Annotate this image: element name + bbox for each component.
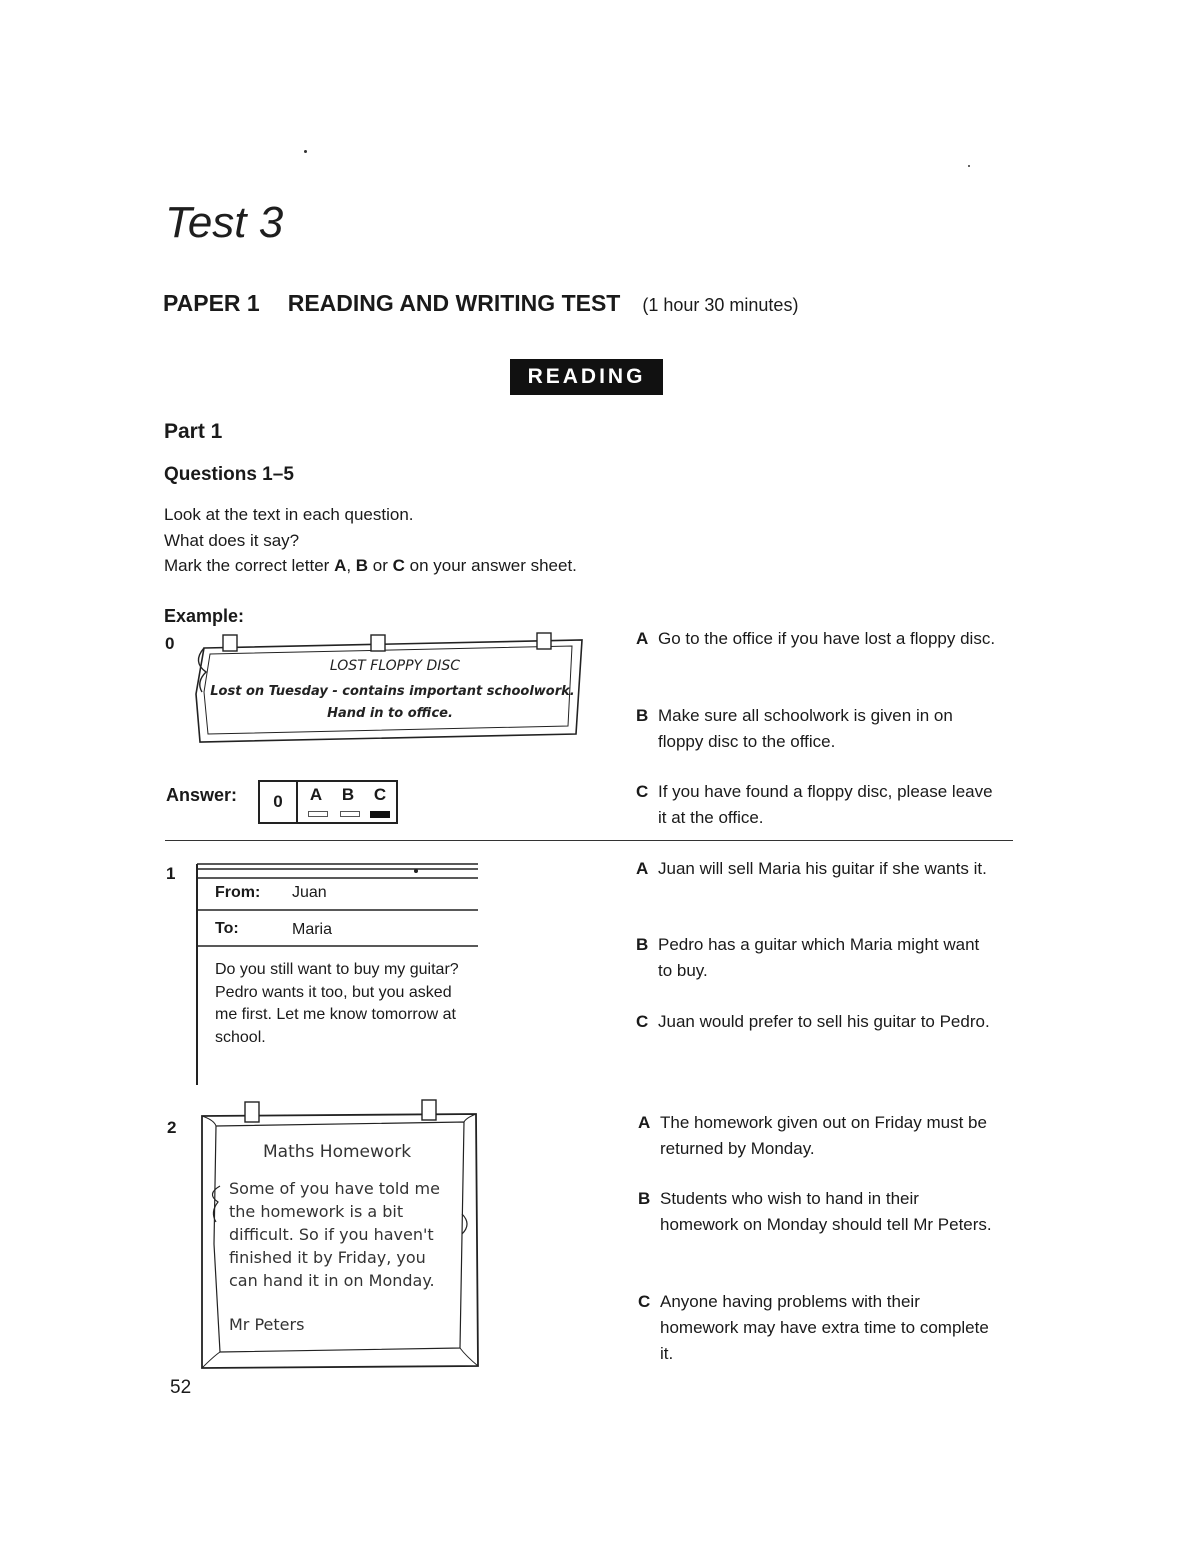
email-from-row	[215, 884, 260, 902]
instruction-text: or	[368, 556, 393, 575]
option-letter: A	[636, 629, 649, 648]
email-to-value: Maria	[292, 921, 333, 938]
option-text: Students who wish to hand in their homework on Monday should tell Mr Peters.	[660, 1189, 992, 1234]
paper-heading	[163, 290, 798, 317]
answer-grid-number: 0	[260, 782, 298, 822]
option-text: Juan would prefer to sell his guitar to Pedro.	[658, 1012, 990, 1031]
option-letter: C	[638, 1292, 651, 1311]
option-text: Go to the office if you have lost a floppy disc.	[658, 629, 996, 648]
q1-option-b	[636, 932, 996, 984]
reading-section-badge: READING	[510, 359, 663, 395]
paper-number: PAPER 1	[163, 290, 260, 316]
lost-disc-line: Lost on Tuesday - contains important schoolwork.	[210, 684, 575, 699]
homework-notice-title: Maths Homework	[263, 1142, 412, 1162]
answer-label: Answer:	[166, 785, 238, 805]
option-letter: C	[636, 782, 649, 801]
q1-option-a	[636, 856, 996, 882]
email-from-label: From:	[215, 884, 261, 901]
answer-grid	[258, 780, 398, 824]
answer-letter-c: C	[373, 785, 387, 804]
option-text: Pedro has a guitar which Maria might want to buy.	[658, 935, 980, 980]
letter-b: B	[355, 556, 369, 575]
questions-range: Questions 1–5	[164, 464, 294, 485]
example-label: Example:	[164, 606, 245, 626]
lost-disc-title: LOST FLOPPY DISC	[329, 658, 461, 674]
instruction-text: on your answer sheet.	[404, 556, 577, 575]
option-text: Juan will sell Maria his guitar if she wants it.	[658, 859, 987, 878]
q1-option-c	[636, 1009, 996, 1035]
instruction-line: What does it say?	[164, 531, 300, 550]
option-text: Anyone having problems with their homework may have extra time to complete it.	[660, 1292, 989, 1363]
option-letter: C	[636, 1012, 649, 1031]
instruction-text: Mark the correct letter	[164, 556, 335, 575]
option-text: Make sure all schoolwork is given in on floppy disc to the office.	[658, 706, 953, 751]
answer-box-a	[308, 811, 328, 817]
email-body: Do you still want to buy my guitar? Pedro wants it too, but you asked me first. Let me know tomorrow at school.	[215, 961, 459, 1046]
example-number: 0	[165, 634, 175, 653]
letter-c: C	[392, 556, 405, 575]
letter-a: A	[334, 556, 347, 575]
example-option-c	[636, 779, 996, 831]
option-letter: B	[636, 935, 649, 954]
scan-speck	[304, 150, 307, 153]
lost-disc-line: Hand in to office.	[327, 706, 453, 721]
instruction-text: ,	[346, 556, 356, 575]
answer-letter-b: B	[341, 785, 355, 804]
page-number: 52	[170, 1377, 192, 1398]
option-letter: A	[638, 1113, 651, 1132]
paper-duration: (1 hour 30 minutes)	[642, 295, 799, 315]
paper-title: READING AND WRITING TEST	[287, 290, 621, 316]
instruction-mark-line	[164, 556, 577, 576]
answer-letter-a: A	[309, 785, 323, 804]
option-text: The homework given out on Friday must be returned by Monday.	[660, 1113, 987, 1158]
email-from-value: Juan	[292, 884, 327, 901]
example-option-a	[636, 626, 996, 652]
answer-box-b	[340, 811, 360, 817]
option-text: If you have found a floppy disc, please leave it at the office.	[658, 782, 993, 827]
section-divider	[165, 840, 1013, 841]
answer-grid-letters	[300, 785, 396, 805]
homework-notice-body: Some of you have told me the homework is a bit difficult. So if you haven't finished it by Friday, you can hand it in on Monday.	[229, 1179, 440, 1290]
example-option-b	[636, 703, 996, 755]
email-to-row	[215, 920, 239, 938]
q2-option-b	[638, 1186, 998, 1238]
question-number: 2	[167, 1118, 177, 1137]
test-title: Test 3	[165, 198, 284, 247]
q2-option-a	[638, 1110, 998, 1162]
homework-notice-signature: Mr Peters	[229, 1315, 305, 1334]
question-number: 1	[166, 864, 176, 883]
q2-option-c	[638, 1289, 998, 1367]
option-letter: B	[638, 1189, 651, 1208]
answer-box-c-filled	[370, 811, 390, 818]
option-letter: B	[636, 706, 649, 725]
scan-speck	[968, 165, 970, 167]
part-title: Part 1	[164, 420, 223, 443]
instruction-line: Look at the text in each question.	[164, 505, 414, 524]
email-to-label: To:	[215, 920, 239, 937]
option-letter: A	[636, 859, 649, 878]
